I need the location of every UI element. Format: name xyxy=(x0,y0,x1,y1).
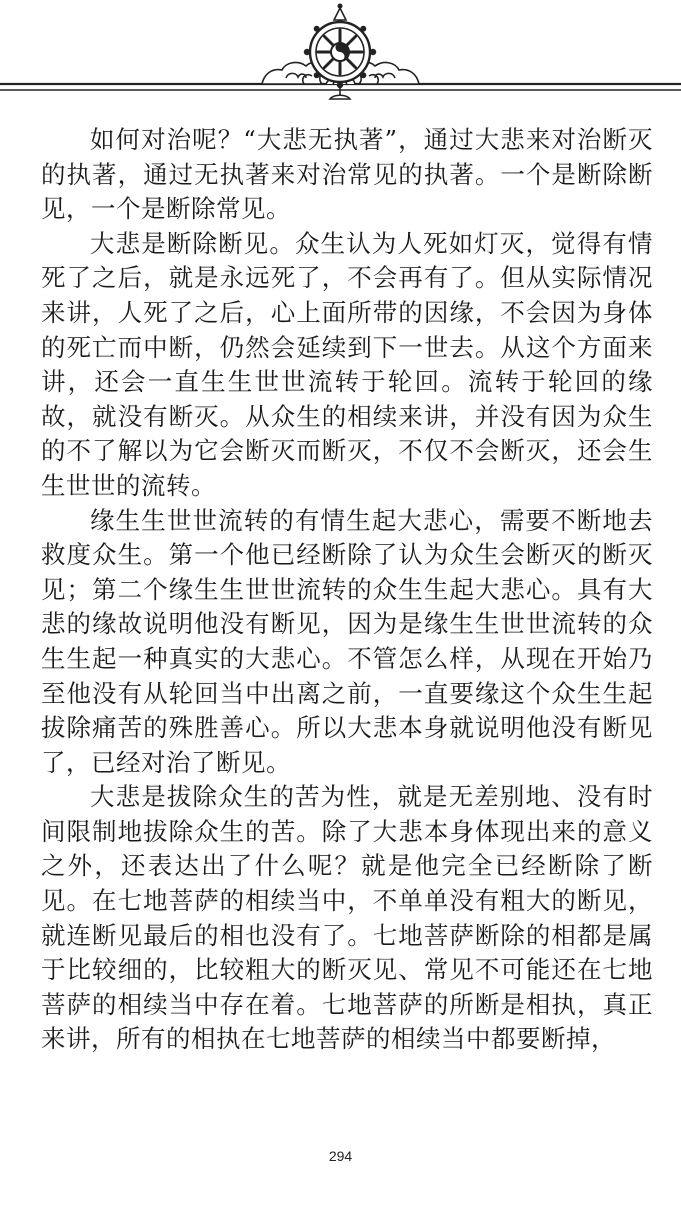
page-header-ornament xyxy=(0,0,681,110)
paragraph: 如何对治呢？“大悲无执著”，通过大悲来对治断灭的执著，通过无执著来对治常见的执著。一个是断除断见，一个是断除常见。 xyxy=(41,125,653,224)
paragraph: 大悲是断除断见。众生认为人死如灯灭，觉得有情死了之后，就是永远死了，不会再有了。但从实际情况来讲，人死了之后，心上面所带的因缘，不会因为身体的死亡而中断，仍然会延续到下一世去。从这个方面来讲，还会一直生生世世流转于轮回。流转于轮回的缘故，就没有断灭。从众生的相续来讲，并没有因为众生的不了解以为它会断灭而断灭，不仅不会断灭，还会生生世世的流转。 xyxy=(41,228,653,500)
header-ornament-graphic xyxy=(0,0,681,110)
paragraph: 大悲是拔除众生的苦为性，就是无差别地、没有时间限制地拔除众生的苦。除了大悲本身体现出来的意义之外，还表达出了什么呢？就是他完全已经断除了断见。在七地菩萨的相续当中，不单单没有粗大的断见，就连断见最后的相也没有了。七地菩萨断除的相都是属于比较细的，比较粗大的断灭见、常见不可能还在七地菩萨的相续当中存在着。七地菩萨的所断是相执，真正来讲，所有的相执在七地菩萨的相续当中都要断掉， xyxy=(41,782,653,1054)
body-text xyxy=(41,123,653,1057)
page-number: 294 xyxy=(328,1148,353,1164)
paragraph: 缘生生世世流转的有情生起大悲心，需要不断地去救度众生。第一个他已经断除了认为众生会断灭的断灭见；第二个缘生生世世流转的众生生起大悲心。具有大悲的缘故说明他没有断见，因为是缘生生世世流转的众生生起一种真实的大悲心。不管怎么样，从现在开始乃至他没有从轮回当中出离之前，一直要缘这个众生生起拔除痛苦的殊胜善心。所以大悲本身就说明他没有断见了，已经对治了断见。 xyxy=(41,505,653,777)
dharma-wheel-icon xyxy=(304,4,376,89)
